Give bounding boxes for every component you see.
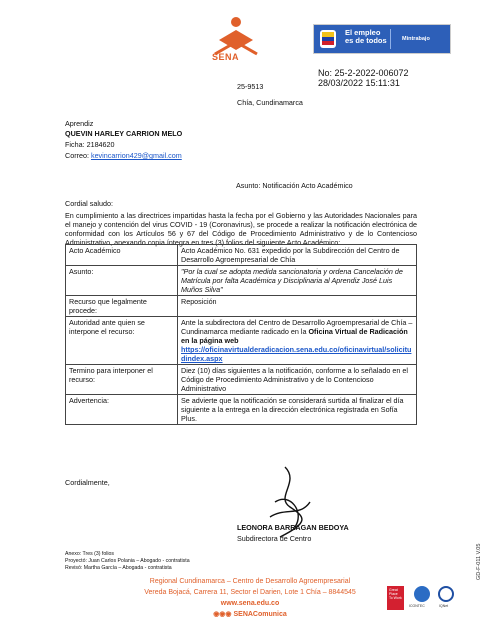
annex-folios: Anexo: Tres (3) folios <box>65 551 115 557</box>
closing: Cordialmente, <box>65 478 110 487</box>
sena-wordmark: SENA <box>212 52 240 62</box>
table-key: Advertencia: <box>66 395 178 425</box>
annex-block <box>65 551 190 572</box>
authority-office: Oficina Virtual de Radicación en la página web <box>181 327 408 345</box>
notification-table <box>65 244 417 425</box>
annex-projected: Proyectó: Juan Carlos Polania – Abogado - contratista <box>65 558 190 564</box>
annex-reviewed: Revisó: Martha García – Abogada - contratista <box>65 565 172 571</box>
gov-divider <box>390 29 391 49</box>
email-label: Correo: <box>65 151 91 160</box>
document-code: 25-9513 <box>237 82 264 91</box>
radicado-datetime: 28/03/2022 15:11:31 <box>318 78 400 88</box>
social-handle[interactable]: SENAComunica <box>233 611 287 618</box>
table-key: Asunto: <box>66 266 178 296</box>
table-value: Acto Académico No. 631 expedido por la Subdirección del Centro de Desarrollo Agroempresarial de Chía <box>178 245 417 266</box>
footer-address-2: Vereda Bojacá, Carrera 11, Sector el Darien, Lote 1 Chía – 8844545 <box>144 589 356 596</box>
recipient-email-line <box>65 151 182 160</box>
table-key: Autoridad ante quien se interpone el recurso: <box>66 317 178 365</box>
recipient-salutation: Aprendiz <box>65 119 94 128</box>
iqnet-badge-icon <box>438 586 454 602</box>
table-row <box>66 317 417 365</box>
radicado-number: No: 25-2-2022-006072 <box>318 68 409 78</box>
table-key: Acto Académico <box>66 245 178 266</box>
recipient-email-link[interactable]: kevincarrion429@gmail.com <box>90 151 182 160</box>
recipient-ficha: Ficha: 2184620 <box>65 140 115 149</box>
footer-social <box>100 610 400 619</box>
table-value <box>178 317 417 365</box>
form-code-vertical: GD-F-011 V.05 <box>476 543 482 580</box>
intro-paragraph: En cumplimiento a las directrices impartidas hasta la fecha por el Gobierno y las Autoridades Nacionales para el manejo y contención del virus COVID - 19 (Coronavirus), se procede a realizar la notificación electrónica de conformidad con los Artículos 56 y 67 del Código de Procedimiento Administrativo y de lo Contencioso Administrativo, anexando copia íntegra en tres (3) folios del siguiente Acto Académico: <box>65 211 417 247</box>
social-icons: ◉◉◉ <box>213 611 234 618</box>
footer-website[interactable]: www.sena.edu.co <box>220 600 280 607</box>
authority-text: Ante la subdirectora del Centro de Desarrollo Agroempresarial de Chía – Cundinamarca mediante radicado en la <box>181 318 413 336</box>
footer-address-1: Regional Cundinamarca – Centro de Desarrollo Agroempresarial <box>149 578 351 585</box>
table-value: Reposición <box>178 296 417 317</box>
subject-line: Asunto: Notificación Acto Académico <box>236 181 353 190</box>
signer-title: Subdirectora de Centro <box>237 534 312 543</box>
gov-slogan-line1: El empleo <box>345 28 381 37</box>
table-row <box>66 245 417 266</box>
icontec-label: ICONTEC <box>409 604 425 608</box>
table-row <box>66 395 417 425</box>
table-value: "Por la cual se adopta medida sancionatoria y ordena Cancelación de Matrícula por falta Académica y Disciplinaria al Aprendiz José Luis Muños Silva" <box>178 266 417 296</box>
ministry-label: Mintrabajo <box>402 36 430 42</box>
table-value: Diez (10) días siguientes a la notificación, conforme a lo señalado en el Código de Procedimiento Administrativo y de lo Contencioso Administrativo <box>178 365 417 395</box>
signer-name: LEONORA BARRAGAN BEDOYA <box>237 523 349 532</box>
table-value: Se advierte que la notificación se considerará surtida al finalizar el día siguiente a la entrega en la dirección electrónica registrada en Sofía Plus. <box>178 395 417 425</box>
colombia-shield-icon <box>318 28 338 50</box>
recipient-name: QUEVIN HARLEY CARRION MELO <box>65 129 183 138</box>
city-line: Chía, Cundinamarca <box>237 98 303 107</box>
greeting: Cordial saludo: <box>65 199 113 208</box>
table-key: Termino para interponer el recurso: <box>66 365 178 395</box>
table-row <box>66 296 417 317</box>
gov-slogan-line2: es de todos <box>345 36 387 45</box>
iqnet-label: IQNet <box>439 604 449 608</box>
gov-slogan <box>345 29 387 45</box>
icontec-badge-icon <box>414 586 430 602</box>
table-row <box>66 266 417 296</box>
radicacion-link[interactable]: https://oficinavirtualderadicacion.sena.edu.co/oficinavirtual/solicitudindex.aspx <box>181 345 412 363</box>
table-row <box>66 365 417 395</box>
table-key: Recurso que legalmente procede: <box>66 296 178 317</box>
great-place-badge: Great Place To Work <box>387 586 404 610</box>
radicado-stamp <box>318 68 409 88</box>
